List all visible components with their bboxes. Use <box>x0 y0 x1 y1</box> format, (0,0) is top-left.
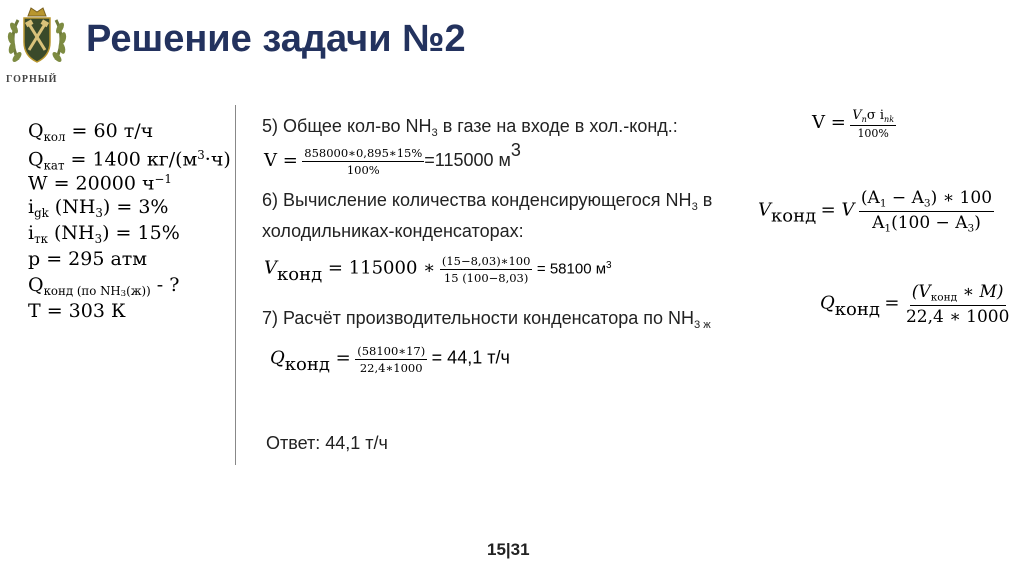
step-6-numerator: (15−8,03)∗100 <box>441 254 531 268</box>
formula-v-kond: Vконд = V $\frac{(A_1 - A_3) ∗ 100}{A_1(100 - A_3)}$ <box>758 188 993 235</box>
step-7-denominator: 22,4∗1000 <box>359 361 423 375</box>
step-5-heading: 5) Общее кол-во $NH_3$ в газе на входе в хол.-конд.: <box>262 116 678 139</box>
step-7-formula: Qконд = $\frac{(58100∗17)}{22,4∗1000}$ = 44,1 т/ч <box>270 344 510 376</box>
step-6-heading-line2: холодильниках-конденсаторах: <box>262 221 524 241</box>
logo-caption: ГОРНЫЙ <box>6 74 58 85</box>
answer: Ответ: 44,1 т/ч <box>266 433 388 453</box>
step-6-heading-line1: 6) Вычисление количества конденсирующегося $NH_3$ в <box>262 190 713 213</box>
given-q-kol: $Q_{кол} = 60$ т/ч <box>28 120 154 145</box>
formula-q-kond: Qконд = $\frac{(V_{конд} ∗ M)}{22,4 ∗ 1000}$ <box>820 282 1010 327</box>
step-5-formula: V = $\frac{858000∗0,895∗15\%}{100\%}$ =115000 м3 <box>264 140 521 178</box>
given-q-kat: $Q_{кат} = 1400$ $кг/(м^3\cdot ч)$ <box>28 148 231 173</box>
given-t: T = 303 К <box>28 300 126 322</box>
given-i-tk: $i_{тк}$ $(NH_3) = 15\%$ <box>28 222 180 247</box>
step-5-numerator: 858000∗0,895∗15% <box>304 146 423 161</box>
step-6-formula: Vконд = 115000 ∗ $\frac{(15-8,03)∗100}{15 (100-8,03)}$ = 58100 $м^3$ <box>264 254 612 286</box>
page-number: 15|31 <box>487 540 530 559</box>
step-7-numerator: (58100∗17) <box>357 344 426 358</box>
slide-title: Решение задачи №2 <box>86 18 466 60</box>
given-i-gk: $i_{gk}$ $(NH_3) = 3\%$ <box>28 196 169 221</box>
step-7-heading: 7) Расчёт производительности конденсатора по $NH_{3 ж}$ <box>262 308 711 331</box>
formula-v-general: V = $\frac{V_n\sigma i_{nk}}{100\%}$ <box>812 108 895 140</box>
step-5-denominator: 100% <box>346 163 380 178</box>
given-w: W = 20000 $ч^{-1}$ <box>28 172 172 195</box>
given-q-kond: $Q_{конд (по NH3(ж))}$ - ? <box>28 274 180 300</box>
step-6-denominator: 15 (100−8,03) <box>443 271 529 285</box>
vertical-divider <box>235 105 236 465</box>
given-p: p = 295 атм <box>28 248 148 270</box>
